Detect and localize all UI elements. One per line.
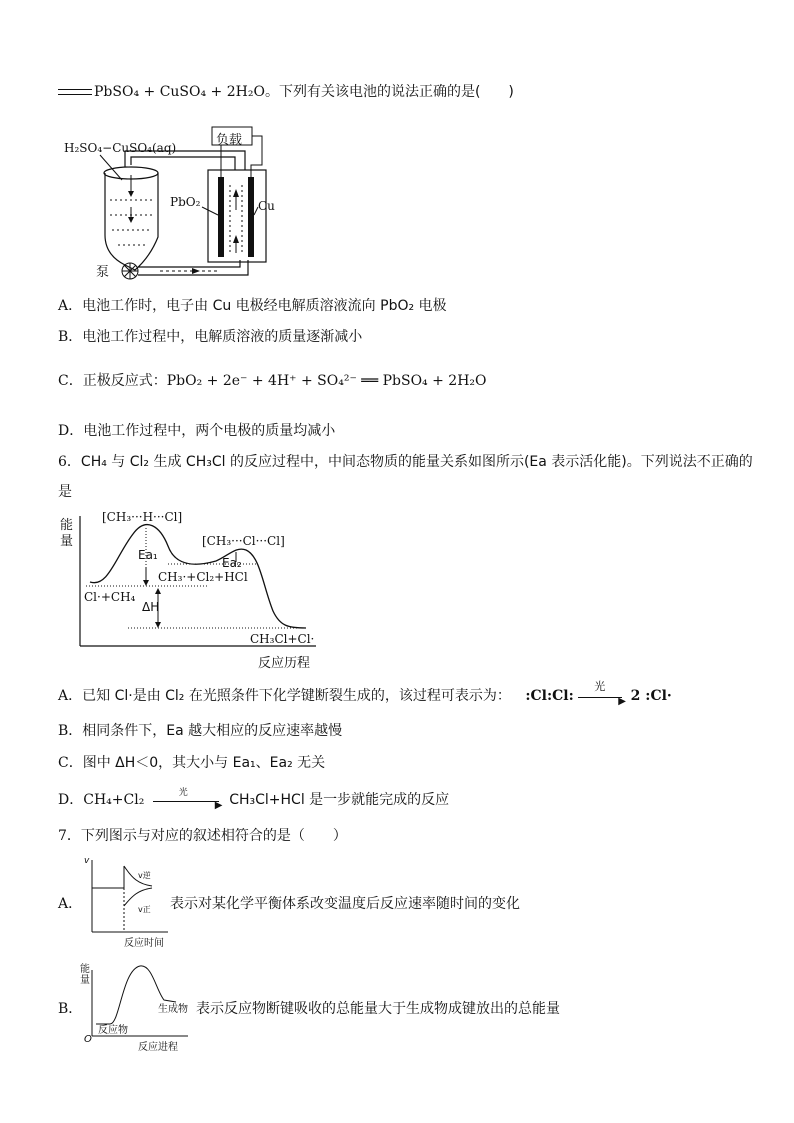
- x-axis-label: 反应历程: [258, 656, 311, 671]
- q6-option-d: [58, 790, 449, 810]
- v-rev-label: v正: [138, 905, 151, 914]
- option-text-2: CH₃Cl+HCl 是一步就能完成的反应: [229, 792, 450, 808]
- q5-stem-text: 。下列有关该电池的说法正确的是( ): [264, 84, 514, 100]
- q5-battery-figure: [60, 125, 280, 285]
- q6-option-c: [58, 753, 325, 773]
- light-arrow: [578, 680, 626, 707]
- q7-stem: [58, 826, 347, 846]
- q6-stem-line1: [58, 452, 753, 472]
- arrow-line: [153, 801, 219, 802]
- q7-option-b-text: 表示反应物断键吸收的总能量大于生成物成键放出的总能量: [196, 1001, 560, 1017]
- arrow-line: [578, 697, 622, 698]
- ts1-label: [CH₃···H···Cl]: [102, 510, 183, 524]
- option-letter: C．: [58, 755, 83, 771]
- ts2-label: [CH₃···Cl···Cl]: [202, 534, 285, 548]
- v-fwd-label: v逆: [138, 871, 151, 880]
- question-number: 6．: [58, 454, 81, 470]
- pbo2-label: PbO₂: [170, 195, 201, 209]
- product-label: 生成物: [158, 1004, 188, 1015]
- pump-label: 泵: [96, 265, 110, 280]
- x-axis-label: 反应进程: [138, 1042, 178, 1053]
- solution-label: H₂SO₄−CuSO₄(aq): [64, 141, 177, 155]
- q6-stem-line2: 是: [58, 484, 72, 500]
- lewis-cl2: :Cl:Cl:: [525, 688, 574, 704]
- q5-option-a: [58, 296, 447, 316]
- option-text: CH₄+Cl₂: [83, 792, 145, 808]
- q5-stem-tail: [58, 82, 514, 102]
- equation-double-line: [58, 89, 92, 95]
- option-letter: A．: [58, 298, 83, 314]
- origin-label: O: [84, 1034, 92, 1045]
- ea2-label: Ea₂: [222, 556, 242, 570]
- option-letter: B．: [58, 329, 83, 345]
- q7-option-a-letter: A．: [58, 896, 83, 912]
- x-axis-label: 反应时间: [124, 938, 164, 949]
- q6-option-a: [58, 680, 672, 707]
- option-text: 电池工作过程中，两个电极的质量均减小: [83, 423, 336, 439]
- q6-energy-diagram: [58, 506, 328, 672]
- option-text: 电池工作过程中，电解质溶液的质量逐渐减小: [82, 329, 363, 345]
- option-text: 已知 Cl·是由 Cl₂ 在光照条件下化学键断裂生成的，该过程可表示为：: [82, 688, 511, 704]
- q6-option-b: [58, 721, 342, 741]
- arrow-label: 光: [594, 680, 606, 693]
- option-letter: D．: [58, 792, 84, 808]
- dh-label: ΔH: [142, 600, 160, 614]
- arrow-head: ▶: [214, 800, 223, 811]
- q7-option-a-text: 表示对某化学平衡体系改变温度后反应速率随时间的变化: [170, 896, 520, 912]
- end-label: CH₃Cl+Cl·: [250, 632, 315, 646]
- option-text: 正极反应式：PbO₂ + 2e⁻ + 4H⁺ + SO₄²⁻ ══ PbSO₄ + 2H₂O: [82, 373, 487, 389]
- q7-option-b-letter: B．: [58, 1001, 83, 1017]
- load-label: 负载: [216, 133, 243, 148]
- y-axis-label: 能量: [60, 518, 74, 549]
- q5-option-d: [58, 421, 335, 441]
- q7-option-a-graph: [80, 856, 170, 948]
- cu-label: Cu: [258, 199, 275, 213]
- y-axis-label: v: [84, 856, 90, 866]
- lewis-cl-radical: 2 :Cl·: [630, 688, 672, 704]
- ea1-label: Ea₁: [138, 548, 158, 562]
- option-text: 相同条件下，Ea 越大相应的反应速率越慢: [82, 723, 343, 739]
- reactant-label: 反应物: [98, 1025, 128, 1036]
- option-text: 电池工作时，电子由 Cu 电极经电解质溶液流向 PbO₂ 电极: [82, 298, 447, 314]
- q5-option-b: [58, 327, 362, 347]
- y-axis-label: 能量: [80, 964, 90, 986]
- q5-equation-tail: PbSO₄ + CuSO₄ + 2H₂O: [94, 84, 265, 100]
- energy-profile: [58, 506, 328, 672]
- option-text: 图中 ΔH＜0，其大小与 Ea₁、Ea₂ 无关: [82, 755, 326, 771]
- light-arrow: [149, 788, 225, 811]
- option-letter: C．: [58, 373, 83, 389]
- question-number: 7．: [58, 828, 81, 844]
- arrow-head: ▶: [618, 696, 626, 707]
- q5-option-c: [58, 371, 487, 391]
- q7-stem-text: 下列图示与对应的叙述相符合的是（ ）: [80, 828, 347, 844]
- option-letter: D．: [58, 423, 84, 439]
- start-label: Cl·+CH₄: [84, 590, 136, 604]
- arrow-label: 光: [178, 788, 188, 798]
- option-letter: A．: [58, 688, 83, 704]
- mid-label: CH₃·+Cl₂+HCl: [158, 570, 248, 584]
- option-letter: B．: [58, 723, 83, 739]
- q7-option-b-graph: [80, 960, 190, 1052]
- q6-stem-text: CH₄ 与 Cl₂ 生成 CH₃Cl 的反应过程中，中间态物质的能量关系如图所示(Ea 表示活化能)。下列说法不正确的: [80, 454, 753, 470]
